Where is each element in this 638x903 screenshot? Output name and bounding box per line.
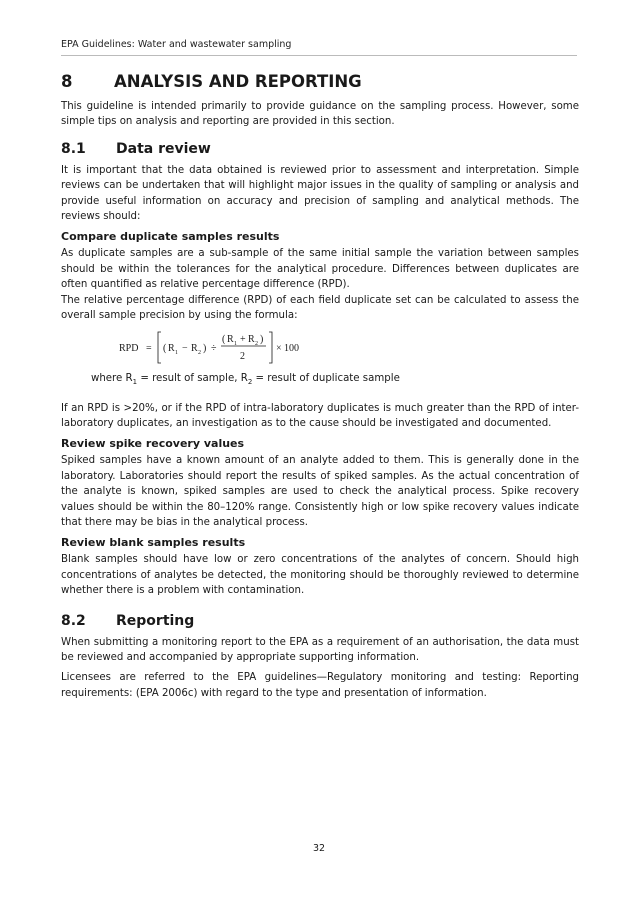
svg-text:R: R <box>227 334 234 346</box>
svg-text:2: 2 <box>255 341 258 348</box>
section-8-1-heading <box>61 141 579 157</box>
svg-text:R: R <box>191 343 198 355</box>
formula-lhs: RPD <box>119 343 139 355</box>
duplicate-paragraph-1: As duplicate samples are a sub-sample of the same initial sample the variation between samples should be within the tolerances for the analytical procedure. Differences between duplicates are often quantified as relative percentage difference (RPD). <box>61 248 579 291</box>
formula-r: R <box>168 343 175 355</box>
formula-legend: where $R_1$ = result of sample, $R_2$ = result of duplicate sample <box>91 373 400 387</box>
svg-text:−: − <box>182 343 188 355</box>
right-bracket <box>269 332 272 363</box>
svg-text:): ) <box>203 343 207 355</box>
spike-recovery-heading: Review spike recovery values <box>61 437 245 451</box>
formula-times: × <box>276 343 282 355</box>
section-8-heading <box>61 72 579 91</box>
section-number: 8.1 <box>61 140 86 157</box>
formula-multiplier: 100 <box>284 343 299 355</box>
formula-equals: = <box>146 343 152 355</box>
svg-text:1: 1 <box>175 350 178 357</box>
data-review-intro: It is important that the data obtained is reviewed prior to assessment and interpretation. Simple reviews can be undertaken that will highlight major issues in the quality of sampling or analysis and provide useful information on accuracy and precision of sampling and analytical methods. The reviews should: <box>61 164 579 223</box>
svg-text:R: R <box>248 334 255 346</box>
rpd-formula <box>61 327 579 371</box>
duplicate-paragraph-2: The relative percentage difference (RPD) of each field duplicate set can be calculated to assess the overall sample precision by using the formula: <box>61 294 579 322</box>
section-number: 8 <box>61 72 73 91</box>
header-rule <box>61 55 577 56</box>
page-content <box>61 72 579 701</box>
page-number: 32 <box>312 843 326 854</box>
section-title: Reporting <box>116 612 195 629</box>
svg-text:(: ( <box>163 343 167 355</box>
section-title: Data review <box>116 140 211 157</box>
svg-text:1: 1 <box>234 341 237 348</box>
section-8-intro: This guideline is intended primarily to provide guidance on the sampling process. However, some simple tips on analysis and reporting are provided in this section. <box>61 101 579 128</box>
left-bracket <box>158 332 161 363</box>
duplicate-paragraph-3: If an RPD is >20%, or if the RPD of intra-laboratory duplicates is much greater than the RPD of inter-laboratory duplicates, an investigation as to the cause should be investigated and documented. <box>61 402 579 429</box>
formula-denominator: 2 <box>240 351 245 363</box>
section-title: ANALYSIS AND REPORTING <box>114 72 362 91</box>
svg-text:(: ( <box>222 334 226 346</box>
spike-recovery-paragraph: Spiked samples have a known amount of an analyte added to them. This is generally done in the laboratory. Laboratories should report the results of spiked samples. As the actual concentration of the analyte is known, spiked samples are used to check the analytical process. Spike recovery values should be within the 80–120% range. Consistently high or low spike recovery values indicate that there may be bias in the analytical process. <box>61 455 579 528</box>
section-number: 8.2 <box>61 612 86 629</box>
duplicate-samples-heading: Compare duplicate samples results <box>61 230 280 244</box>
section-8-2-heading <box>61 613 579 629</box>
running-header: EPA Guidelines: Water and wastewater sampling <box>61 39 292 50</box>
svg-text:+: + <box>240 334 246 346</box>
reporting-paragraph-2: Licensees are referred to the EPA guidelines—Regulatory monitoring and testing: Reporting requirements: (EPA 2006c) with regard to the type and presentation of information. <box>61 672 579 699</box>
svg-text:): ) <box>260 334 264 346</box>
svg-text:2: 2 <box>198 350 201 357</box>
formula-divide: ÷ <box>211 343 217 355</box>
blank-samples-paragraph: Blank samples should have low or zero concentrations of the analytes of concern. Should high concentrations of analytes be detected, the monitoring should be thoroughly reviewed to determine whether there is a problem with contamination. <box>61 554 579 597</box>
blank-samples-heading: Review blank samples results <box>61 536 246 550</box>
reporting-paragraph-1: When submitting a monitoring report to the EPA as a requirement of an authorisation, the data must be reviewed and accompanied by appropriate supporting information. <box>61 636 579 663</box>
